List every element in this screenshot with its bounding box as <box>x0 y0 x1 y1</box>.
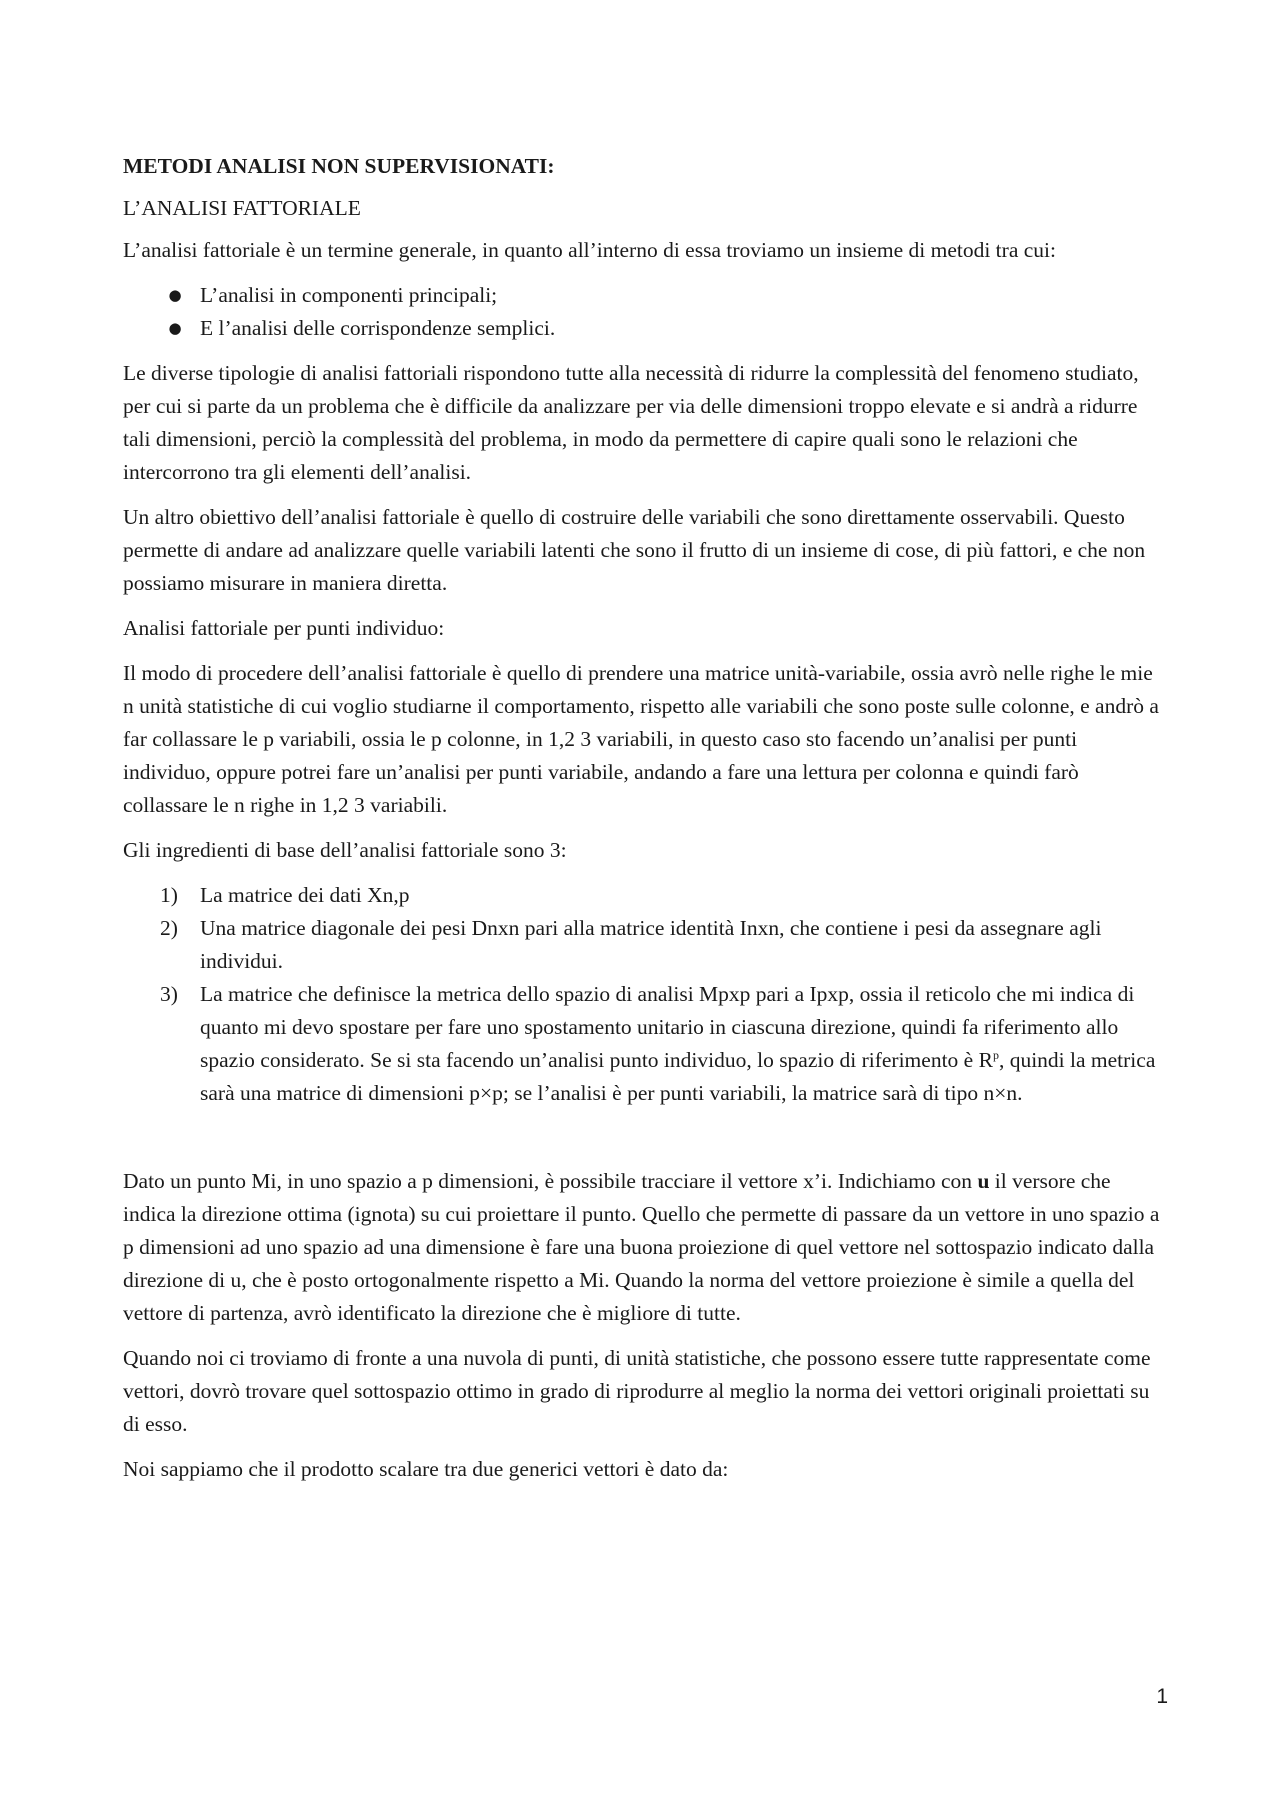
list-item <box>123 978 1168 1110</box>
section-title: L’ANALISI FATTORIALE <box>123 196 361 220</box>
section-heading: Analisi fattoriale per punti individuo: <box>123 616 445 640</box>
list-number: 3) <box>160 982 178 1006</box>
page-content <box>123 150 1168 1498</box>
scalar-product-paragraph: Noi sappiamo che il prodotto scalare tra due generici vettori è dato da: <box>123 1457 729 1481</box>
document-title: METODI ANALISI NON SUPERVISIONATI: <box>123 154 555 178</box>
list-item-text: L’analisi in componenti principali; <box>200 283 498 307</box>
objective-paragraph: Un altro obiettivo dell’analisi fattoriale è quello di costruire delle variabili che sono direttamente osservabili. Questo permette di andare ad analizzare quelle variabili latenti che sono il frutto di un insieme di cose, di più fattori, e che non possiamo misurare in maniera diretta. <box>123 505 1146 595</box>
bullet-icon: ● <box>168 286 182 304</box>
list-item-text-after: , quindi la metrica sarà una matrice di dimensioni p×p; se l’analisi è per punti variabili, la matrice sarà di tipo n×n. <box>200 1048 1156 1105</box>
complexity-paragraph: Le diverse tipologie di analisi fattoriali rispondono tutte alla necessità di ridurre la complessità del fenomeno studiato, per cui si parte da un problema che è difficile da analizzare per via delle dimensioni troppo elevate e si andrà a ridurre tali dimensioni, perciò la complessità del problema, in modo da permettere di capire quali sono le relazioni che intercorrono tra gli elementi dell’analisi. <box>123 361 1139 484</box>
intro-paragraph: L’analisi fattoriale è un termine generale, in quanto all’interno di essa troviamo un insieme di metodi tra cui: <box>123 238 1056 262</box>
cloud-paragraph: Quando noi ci troviamo di fronte a una nuvola di punti, di unità statistiche, che possono essere tutte rappresentate come vettori, dovrò trovare quel sottospazio ottimo in grado di riprodurre al meglio la norma dei vettori originali proiettati su di esso. <box>123 1346 1151 1436</box>
list-item-text-before: La matrice che definisce la metrica dello spazio di analisi Mpxp pari a Ipxp, ossia il reticolo che mi indica di quanto mi devo spostare per fare uno spostamento unitario in ciascuna direzione, quindi fa riferimento allo spazio considerato. Se si sta facendo un’analisi punto individuo, lo spazio di riferimento è R <box>200 982 1135 1072</box>
list-item-text: Una matrice diagonale dei pesi Dnxn pari alla matrice identità Inxn, che contiene i pesi da assegnare agli individui. <box>200 916 1102 973</box>
bullet-icon: ● <box>168 319 182 337</box>
list-number: 2) <box>160 916 178 940</box>
list-item <box>123 312 1168 345</box>
list-item-text <box>200 982 1155 1105</box>
ingredients-intro: Gli ingredienti di base dell’analisi fattoriale sono 3: <box>123 838 567 862</box>
versor-symbol: u <box>977 1169 990 1193</box>
methods-list <box>123 279 1168 345</box>
superscript: p <box>992 1047 999 1062</box>
procedure-paragraph: Il modo di procedere dell’analisi fattoriale è quello di prendere una matrice unità-variabile, ossia avrò nelle righe le mie n unità statistiche di cui voglio studiarne il comportamento, rispetto alle variabili che sono poste sulle colonne, e andrò a far collassare le p variabili, ossia le p colonne, in 1,2 3 variabili, in questo caso sto facendo un’analisi per punti individuo, oppure potrei fare un’analisi per punti variabile, andando a fare una lettura per colonna e quindi farò collassare le n righe in 1,2 3 variabili. <box>123 661 1159 817</box>
list-item-text: E l’analisi delle corrispondenze semplici. <box>200 316 556 340</box>
point-paragraph <box>123 1165 1168 1330</box>
list-item-text: La matrice dei dati Xn,p <box>200 883 410 907</box>
ingredients-list <box>123 879 1168 1110</box>
list-item <box>123 879 1168 912</box>
list-item <box>123 279 1168 312</box>
list-number: 1) <box>160 883 178 907</box>
point-paragraph-after: il versore che indica la direzione ottima (ignota) su cui proiettare il punto. Quello che permette di passare da un vettore in uno spazio a p dimensioni ad uno spazio ad una dimensione è fare una buona proiezione di quel vettore nel sottospazio indicato dalla direzione di u, che è posto ortogonalmente rispetto a Mi. Quando la norma del vettore proiezione è simile a quella del vettore di partenza, avrò identificato la direzione che è migliore di tutte. <box>123 1169 1160 1325</box>
list-item <box>123 912 1168 978</box>
point-paragraph-before: Dato un punto Mi, in uno spazio a p dimensioni, è possibile tracciare il vettore x’i. Indichiamo con <box>123 1169 978 1193</box>
page-number: 1 <box>1156 1685 1168 1708</box>
